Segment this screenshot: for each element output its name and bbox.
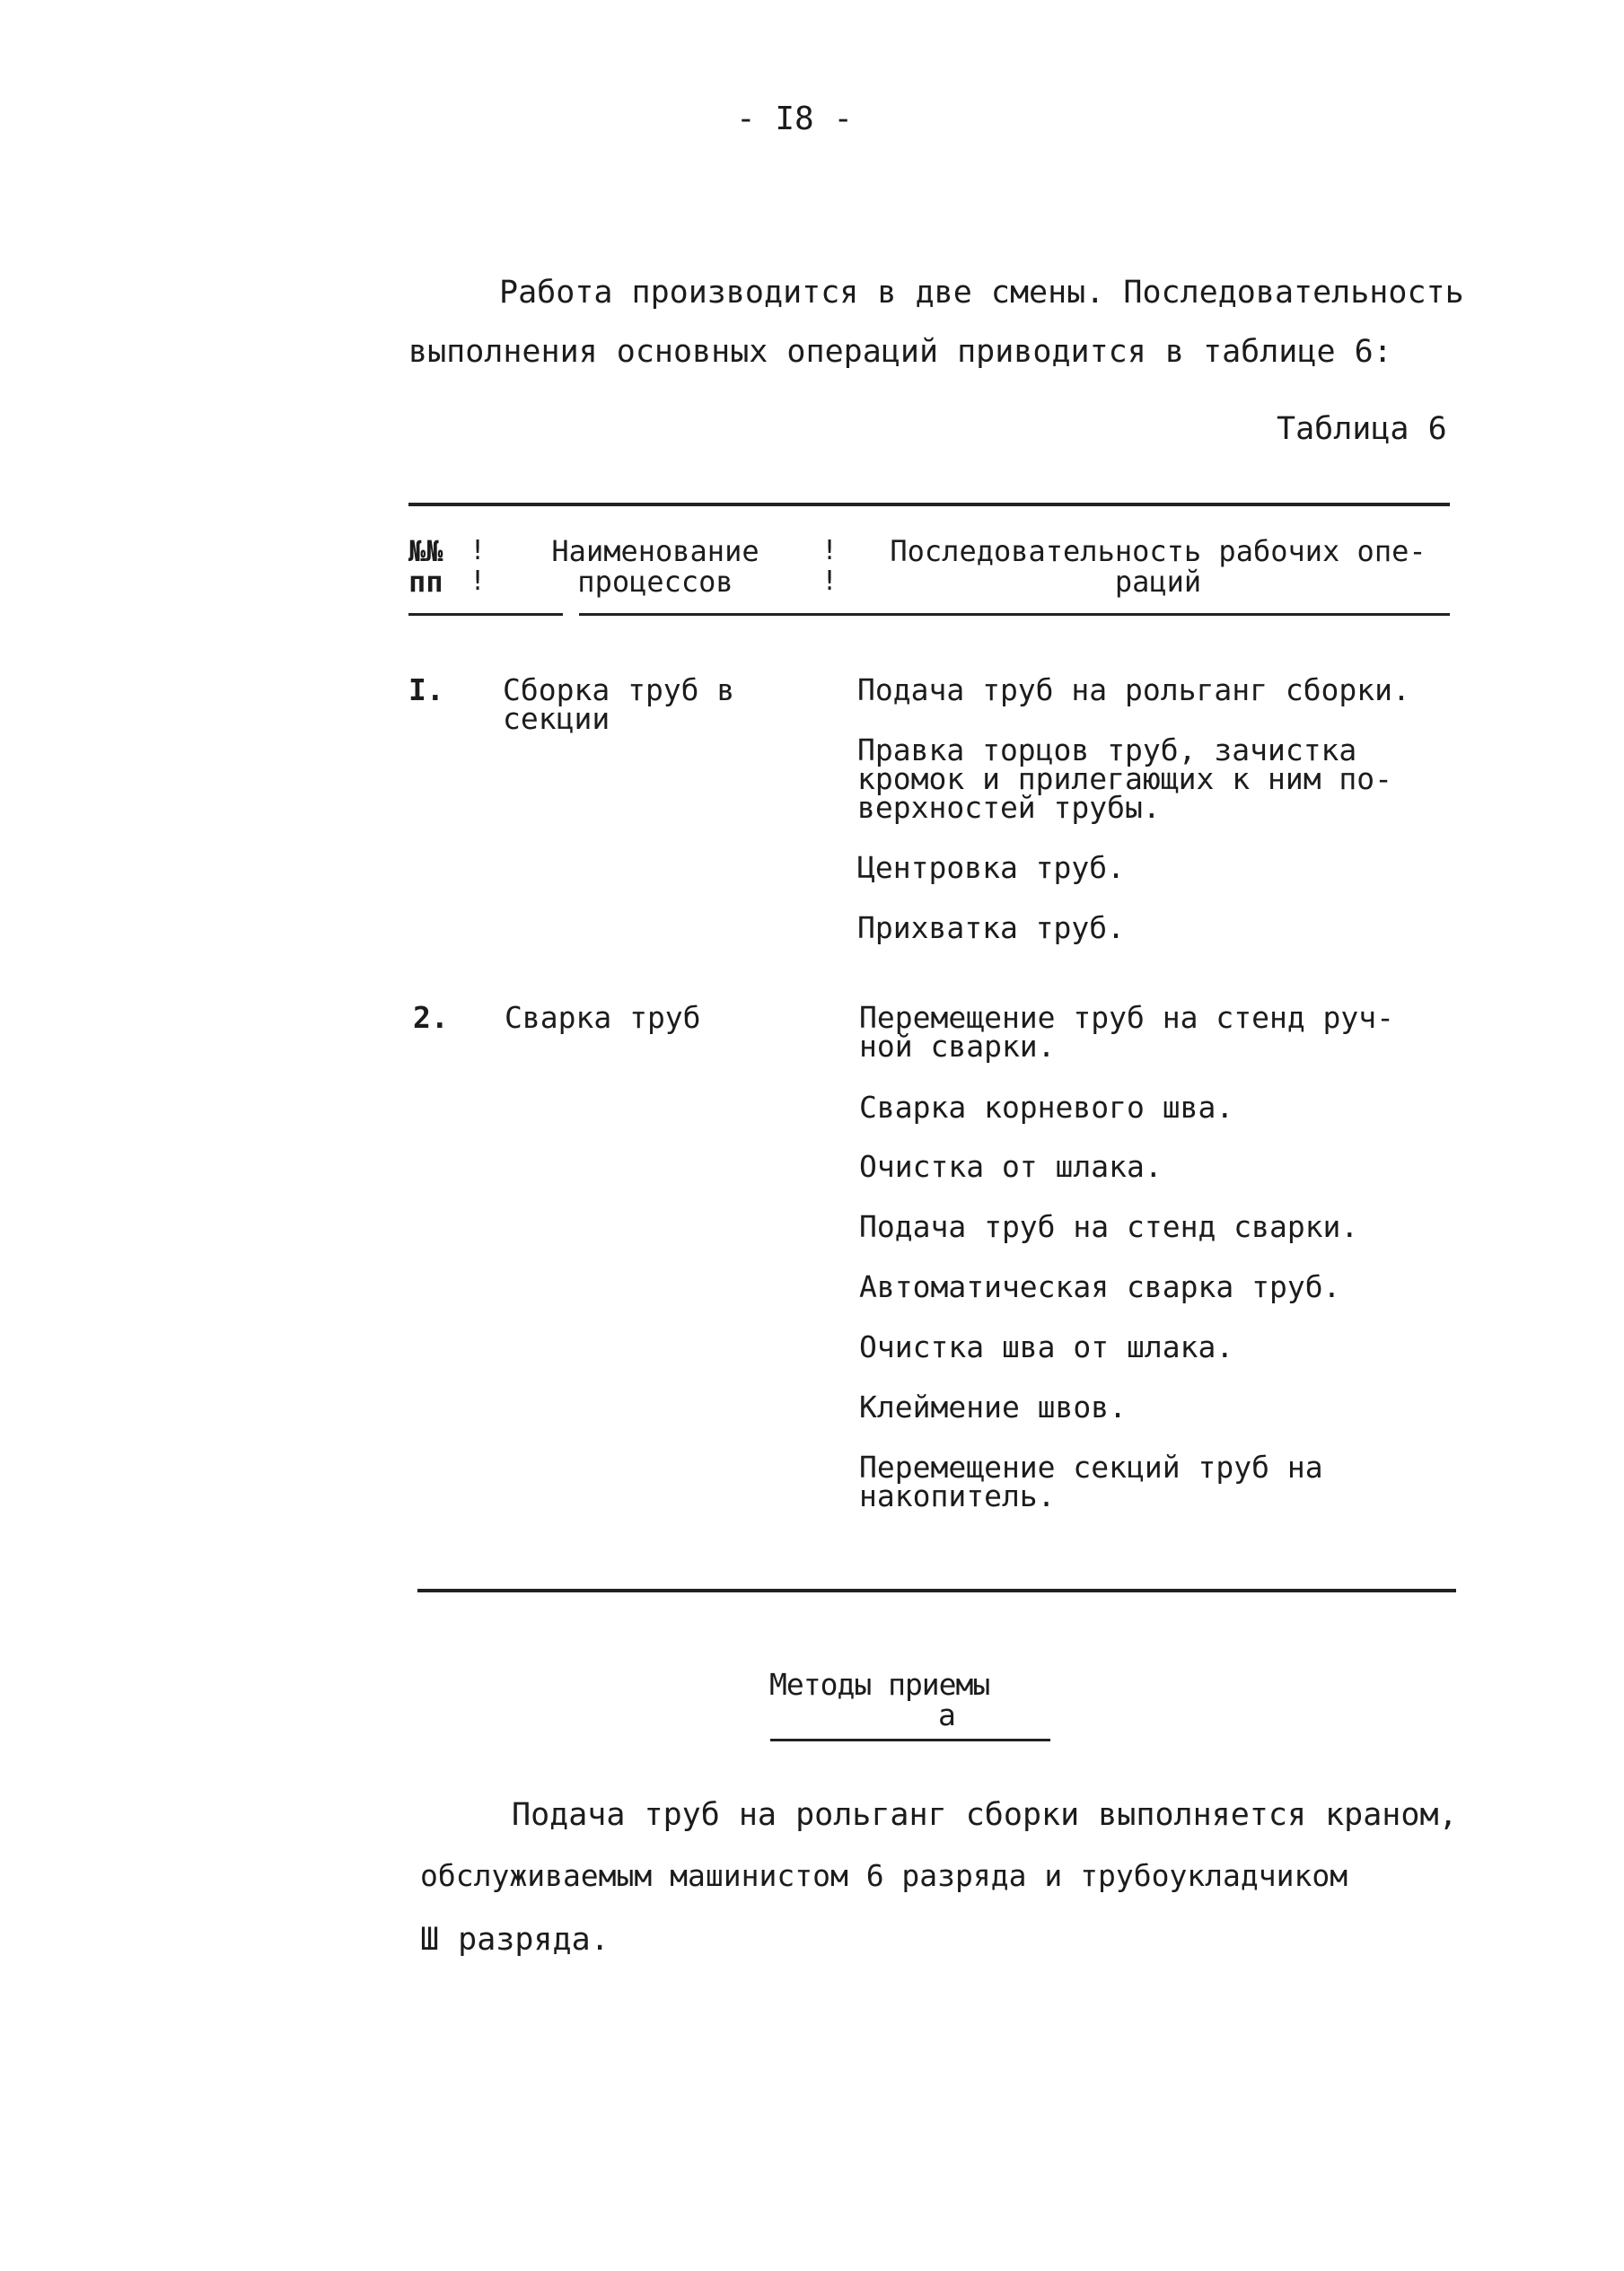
header-separator-1: ! ! <box>470 535 487 597</box>
row-1-op-2: Правка торцов труб, зачистка кромок и прилегающих к ним по- верхностей трубы. <box>857 732 1393 825</box>
table-bottom-rule <box>417 1589 1456 1592</box>
row-2-number: 2. <box>413 1000 449 1035</box>
row-2-op-7: Клеймение швов. <box>859 1390 1128 1425</box>
row-2-op-5: Автоматическая сварка труб. <box>859 1269 1341 1304</box>
section-heading-line-2: а <box>938 1697 956 1732</box>
row-1-op-1: Подача труб на рольганг сборки. <box>857 672 1410 707</box>
page-number: - I8 - <box>736 101 854 137</box>
row-2-op-6: Очистка шва от шлака. <box>859 1329 1234 1364</box>
header-separator-2: ! ! <box>821 535 838 597</box>
section-heading-line-1: Методы приемы <box>769 1667 990 1702</box>
row-2-op-3: Очистка от шлака. <box>859 1149 1163 1184</box>
section-heading-underline <box>770 1739 1050 1741</box>
row-2-op-1: Перемещение труб на стенд руч- ной сварки. <box>859 1000 1395 1064</box>
row-2-op-8: Перемещение секций труб на накопитель. <box>859 1450 1323 1513</box>
row-2-process-name: Сварка труб <box>505 1000 701 1035</box>
closing-line-1: Подача труб на рольганг сборки выполняется краном, <box>512 1797 1458 1833</box>
header-bottom-rule-right <box>579 613 1450 616</box>
row-1-op-4: Прихватка труб. <box>857 910 1126 945</box>
row-1-process-name: Сборка труб в секции <box>503 672 735 736</box>
closing-line-3: Ш разряда. <box>420 1922 610 1958</box>
closing-line-2: обслуживаемым машинистом 6 разряда и трубоукладчиком <box>420 1858 1348 1893</box>
header-num: №№ пп <box>408 534 443 599</box>
row-2-op-2: Сварка корневого шва. <box>859 1090 1234 1125</box>
header-bottom-rule-left <box>408 613 563 616</box>
row-1-number: I. <box>408 672 444 707</box>
row-2-op-4: Подача труб на стенд сварки. <box>859 1209 1359 1244</box>
intro-line-2: выполнения основных операций приводится в таблице 6: <box>408 334 1392 370</box>
row-1-op-3: Центровка труб. <box>857 850 1126 885</box>
header-ops: Последовательность рабочих опе- раций <box>890 534 1426 599</box>
table-caption: Таблица 6 <box>1277 411 1447 447</box>
table-top-rule <box>408 503 1450 506</box>
header-name: Наименование процессов <box>551 534 759 599</box>
intro-line-1: Работа производится в две смены. Последовательность <box>499 275 1464 311</box>
